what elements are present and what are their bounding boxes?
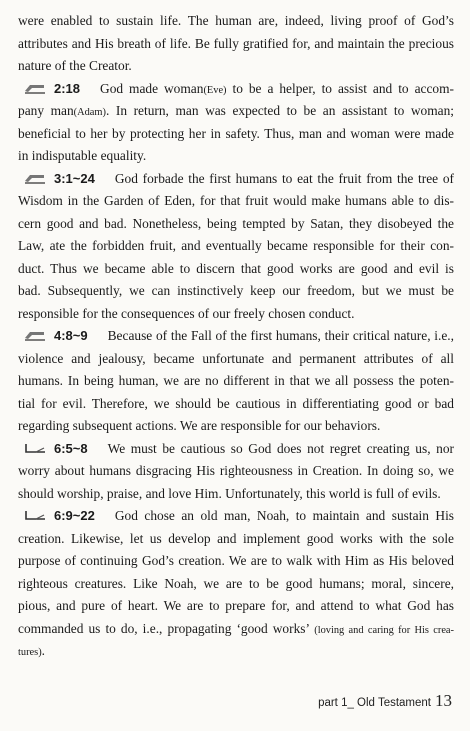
document-page bbox=[18, 10, 454, 663]
pen-nib-icon bbox=[24, 442, 46, 454]
verse-6-5-8-line-2: worry about humans disgracing His righteousness in Creation. In doing so, we bbox=[18, 463, 454, 478]
verse-3-1-24-line-1: 3:1~24 God forbade the first humans to eat the fruit from the tree of bbox=[18, 168, 454, 191]
pen-nib-icon bbox=[24, 172, 46, 184]
verse-4-8-9-line-1: 4:8~9 Because of the Fall of the first humans, their critical nature, i.e., bbox=[18, 325, 454, 348]
verse-2-18-line-1: 2:18 God made woman(Eve) to be a helper, to assist and to accom- bbox=[18, 78, 454, 101]
verse-6-9-22-line-1: 6:9~22 God chose an old man, Noah, to maintain and sustain His bbox=[18, 505, 454, 528]
verse-4-8-9-line-4: tial for evil. Therefore, we should be cautious in differentiating good or bad bbox=[18, 395, 454, 411]
intro-line-3: nature of the Creator. bbox=[18, 58, 132, 73]
verse-reference: 6:5~8 bbox=[54, 440, 88, 456]
verse-6-9-22-line-7: tures). bbox=[18, 643, 46, 658]
pen-nib-icon bbox=[24, 509, 46, 521]
verse-3-1-24-line-2: Wisdom in the Garden of Eden, for that fruit would make humans able to dis- bbox=[18, 193, 454, 208]
intro-line-1: were enabled to sustain life. The human are, indeed, living proof of God’s bbox=[18, 13, 454, 28]
verse-6-9-22-line-4: righteous creatures. Like Noah, we are to be good humans; moral, sincere, bbox=[18, 575, 454, 591]
verse-2-18-line-4: in indisputable equality. bbox=[18, 148, 147, 163]
verse-6-5-8-line-1: 6:5~8 We must be cautious so God does not regret creating us, nor bbox=[18, 438, 454, 461]
verse-3-1-24-line-4: Law, ate the forbidden fruit, and eventually became responsible for their con- bbox=[18, 238, 454, 253]
verse-reference: 4:8~9 bbox=[54, 328, 88, 343]
page-number: 13 bbox=[435, 691, 452, 710]
verse-reference: 6:9~22 bbox=[54, 508, 95, 523]
verse-6-9-22-line-5: pious, and pure of heart. We are to prepare for, and attend to what God has bbox=[18, 598, 454, 613]
verse-2-18-line-2: pany man(Adam). In return, man was expected to be an assistant to woman; bbox=[18, 103, 454, 118]
verse-6-5-8-line-3: should worship, praise, and love Him. Unfortunately, this world is full of evils. bbox=[18, 485, 441, 501]
verse-6-9-22-line-3: purpose of continuing God’s creation. We are to walk with Him as His beloved bbox=[18, 553, 454, 568]
verse-3-1-24-line-5: duct. Thus we became able to discern that good works are good and evil is bbox=[18, 260, 454, 276]
verse-4-8-9-line-3: humans. In being human, we are no different in that we all possess the poten- bbox=[18, 373, 454, 388]
verse-4-8-9-line-5: regarding subsequent actions. We are responsible for our behaviors. bbox=[18, 418, 381, 433]
pen-nib-icon bbox=[24, 329, 46, 341]
verse-6-9-22-line-6: commanded us to do, i.e., propagating ‘good works’ (loving and caring for His crea- bbox=[18, 620, 454, 636]
page-footer bbox=[318, 691, 452, 711]
verse-3-1-24-line-3: cern good and bad. Nonetheless, being tempted by Satan, they disobeyed the bbox=[18, 215, 454, 231]
verse-6-9-22-line-2: creation. Likewise, let us develop and implement good works with the sole bbox=[18, 530, 454, 546]
verse-3-1-24-line-6: bad. Subsequently, we can instinctively keep our freedom, but we must be bbox=[18, 283, 454, 298]
verse-reference: 3:1~24 bbox=[54, 170, 95, 186]
verse-4-8-9-line-2: violence and jealousy, became unfortunate and permanent attributes of all bbox=[18, 350, 454, 366]
running-footer-label: part 1_ Old Testament bbox=[318, 697, 431, 709]
verse-3-1-24-line-7: responsible for the consequences of our freely chosen conduct. bbox=[18, 305, 355, 321]
intro-line-2: attributes and His breath of life. Be fully gratified for, and maintain the precious bbox=[18, 35, 454, 51]
verse-2-18-line-3: beneficial to her by protecting her in safety. Thus, man and woman were made bbox=[18, 125, 454, 141]
pen-nib-icon bbox=[24, 82, 46, 94]
verse-reference: 2:18 bbox=[54, 80, 81, 96]
